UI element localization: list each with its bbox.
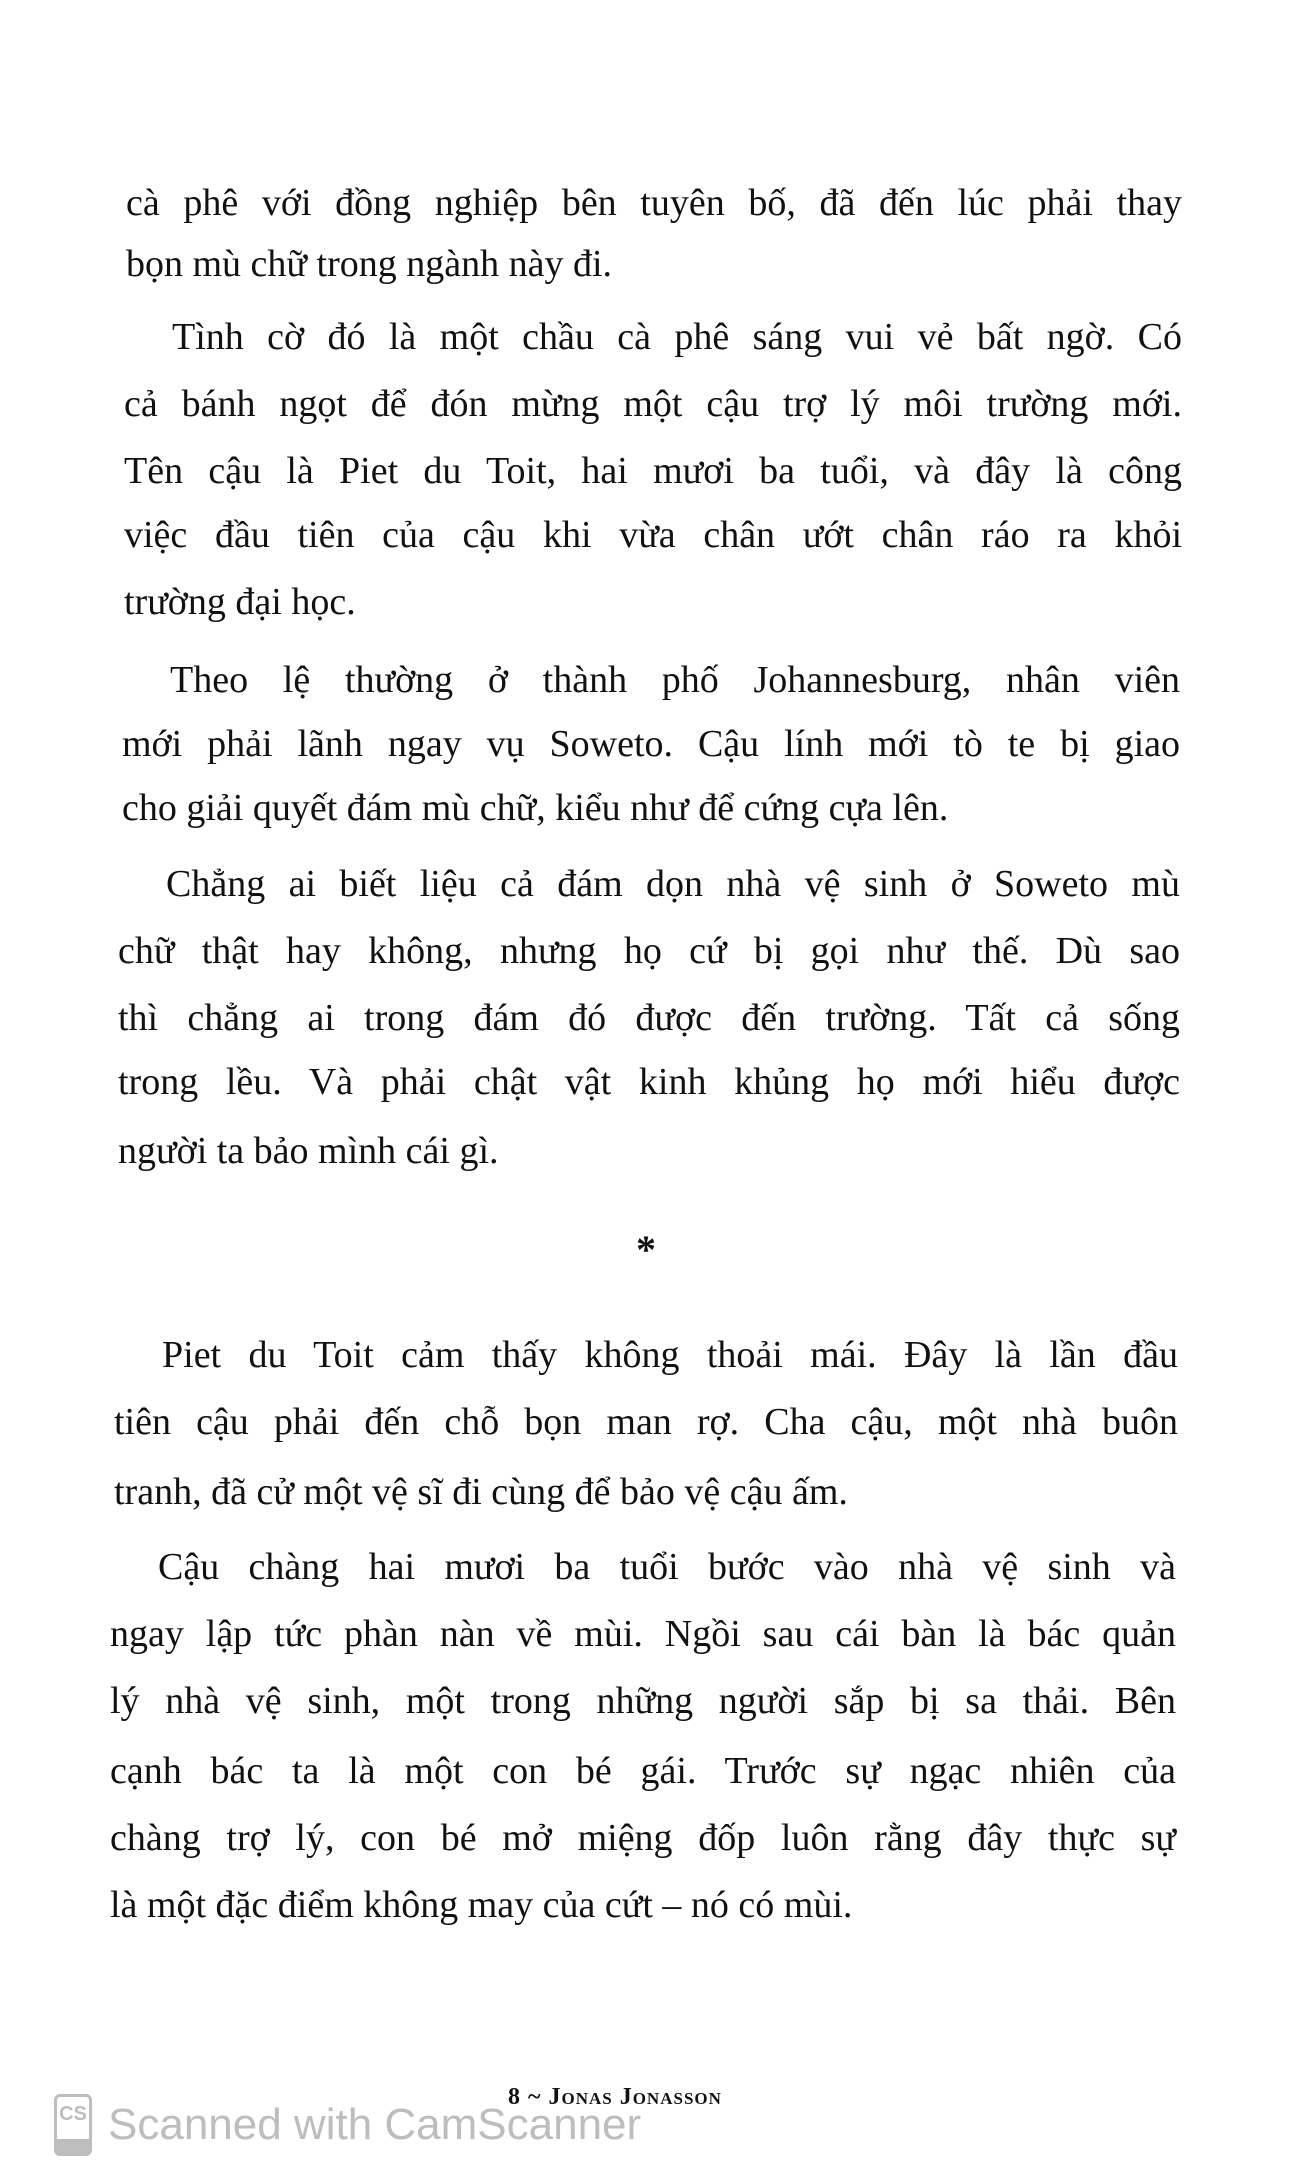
text-line: việc đầu tiên của cậu khi vừa chân ướt chân ráo ra khỏi bbox=[124, 514, 1182, 556]
watermark-text: Scanned with CamScanner bbox=[108, 2100, 642, 2149]
text-line: trường đại học. bbox=[124, 581, 356, 623]
text-line: mới phải lãnh ngay vụ Soweto. Cậu lính mới tò te bị giao bbox=[122, 723, 1180, 765]
text-line: cả bánh ngọt để đón mừng một cậu trợ lý môi trường mới. bbox=[124, 383, 1182, 425]
camscanner-logo-icon: CS bbox=[54, 2094, 92, 2156]
text-line: trong lều. Và phải chật vật kinh khủng họ mới hiểu được bbox=[118, 1061, 1180, 1103]
text-line: bọn mù chữ trong ngành này đi. bbox=[126, 243, 613, 285]
text-line: tiên cậu phải đến chỗ bọn man rợ. Cha cậu, một nhà buôn bbox=[114, 1401, 1178, 1443]
text-line: lý nhà vệ sinh, một trong những người sắp bị sa thải. Bên bbox=[110, 1680, 1176, 1722]
text-line: chàng trợ lý, con bé mở miệng đốp luôn rằng đây thực sự bbox=[110, 1817, 1176, 1859]
page-footer: 8 ~ Jonas Jonasson bbox=[508, 2084, 722, 2110]
text-line: cho giải quyết đám mù chữ, kiểu như để cứng cựa lên. bbox=[122, 787, 949, 829]
text-line: tranh, đã cử một vệ sĩ đi cùng để bảo vệ cậu ấm. bbox=[114, 1471, 848, 1513]
text-line: chữ thật hay không, nhưng họ cứ bị gọi như thế. Dù sao bbox=[118, 930, 1180, 972]
text-line: thì chẳng ai trong đám đó được đến trường. Tất cả sống bbox=[118, 997, 1180, 1039]
text-line: Cậu chàng hai mươi ba tuổi bước vào nhà vệ sinh và bbox=[158, 1546, 1176, 1588]
text-line: ngay lập tức phàn nàn về mùi. Ngồi sau cái bàn là bác quản bbox=[110, 1613, 1176, 1655]
text-line: Tên cậu là Piet du Toit, hai mươi ba tuổi, và đây là công bbox=[124, 450, 1182, 492]
text-line: Piet du Toit cảm thấy không thoải mái. Đây là lần đầu bbox=[162, 1334, 1178, 1376]
section-break: * bbox=[636, 1227, 656, 1272]
text-line: cạnh bác ta là một con bé gái. Trước sự ngạc nhiên của bbox=[110, 1750, 1176, 1792]
text-line: người ta bảo mình cái gì. bbox=[118, 1130, 499, 1172]
text-line: cà phê với đồng nghiệp bên tuyên bố, đã đến lúc phải thay bbox=[126, 182, 1182, 224]
text-line: Chẳng ai biết liệu cả đám dọn nhà vệ sinh ở Soweto mù bbox=[166, 863, 1180, 905]
text-line: Theo lệ thường ở thành phố Johannesburg, nhân viên bbox=[170, 659, 1180, 701]
text-line: Tình cờ đó là một chầu cà phê sáng vui vẻ bất ngờ. Có bbox=[172, 316, 1182, 358]
text-line: là một đặc điểm không may của cứt – nó có mùi. bbox=[110, 1884, 853, 1926]
